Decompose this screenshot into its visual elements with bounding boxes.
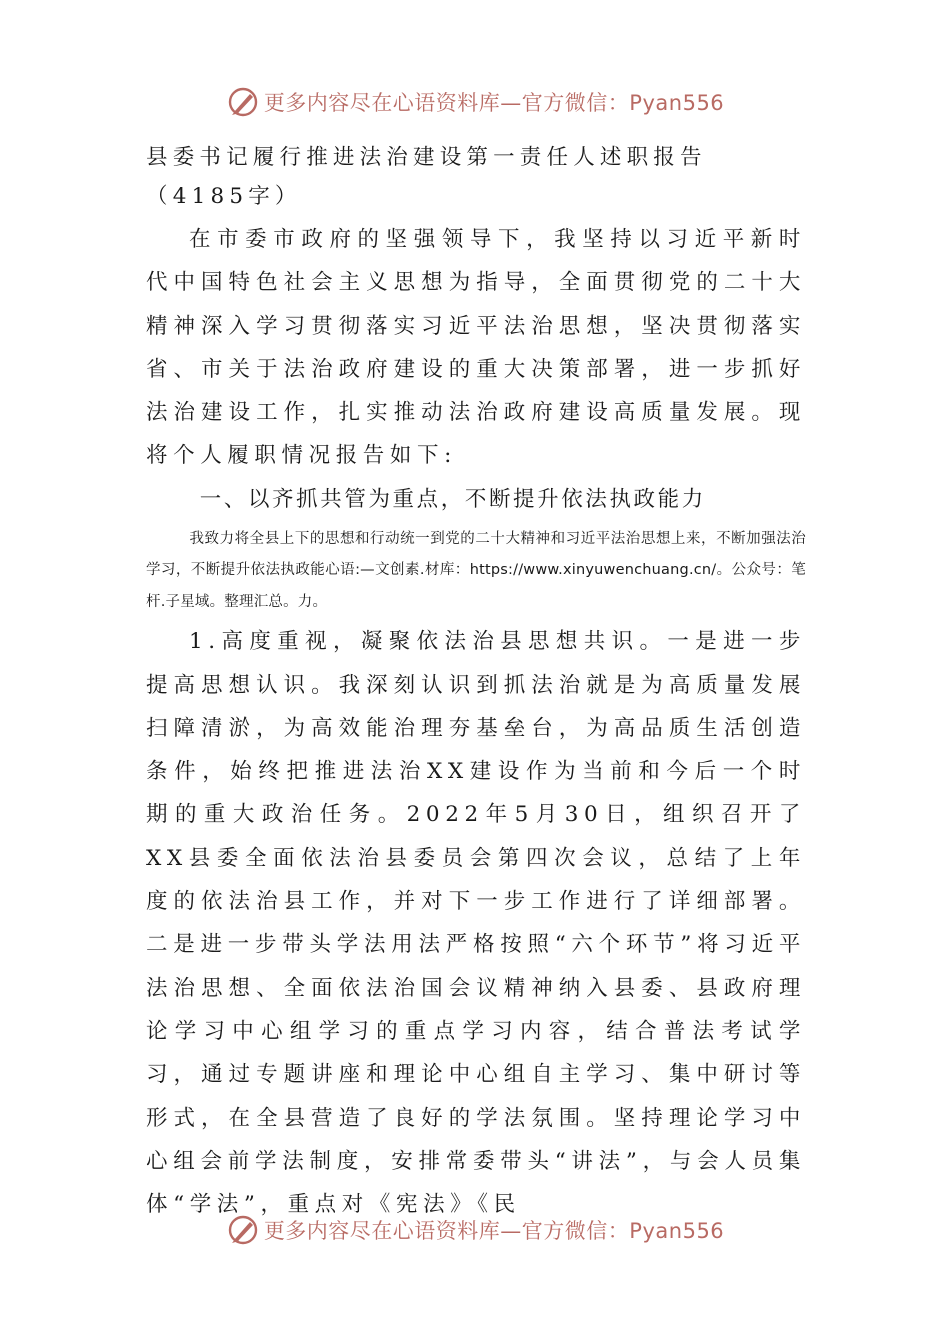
document-body [146,138,806,1226]
header-watermark-banner [0,82,950,122]
intro-paragraph: 在市委市政府的坚强领导下，我坚持以习近平新时代中国特色社会主义思想为指导，全面贯彻党的二十大精神深入学习贯彻落实习近平法治思想，坚决贯彻落实省、市关于法治政府建设的重大决策部署，进一步抓好法治建设工作，扎实推动法治政府建设高质量发展。现将个人履职情况报告如下: [146,227,806,469]
watermark-source-paragraph: 我致力将全县上下的思想和行动统一到党的二十大精神和习近平法治思想上来，不断加强法治学习，不断提升依法执政能心语:—文创素.材库：https://www.xinyuwenchuang.cn/。公众号：笔杆.子星域。整理汇总。力。 [146,530,806,610]
watermark-text: 更多内容尽在心语资料库—官方微信：Pyan556 [263,1219,725,1243]
pen-circle-logo-icon [226,85,260,119]
footer-watermark-banner [0,1210,950,1250]
body-paragraph-1: 1.高度重视，凝聚依法治县思想共识。一是进一步提高思想认识。我深刻认识到抓法治就是为高质量发展扫障清淤，为高效能治理夯基垒台，为高品质生活创造条件，始终把推进法治XX建设作为当前和今后一个时期的重大政治任务。2022年5月30日，组织召开了XX县委全面依法治县委员会第四次会议，总结了上年度的依法治县工作，并对下一步工作进行了详细部署。二是进一步带头学法用法严格按照“六个环节”将习近平法治思想、全面依法治国会议精神纳入县委、县政府理论学习中心组学习的重点学习内容，结合普法考试学习，通过专题讲座和理论中心组自主学习、集中研讨等形式，在全县营造了良好的学法氛围。坚持理论学习中心组会前学法制度，安排常委带头“讲法”，与会人员集体“学法”，重点对《宪法》《民 [146,629,806,1218]
watermark-text: 更多内容尽在心语资料库—官方微信：Pyan556 [263,91,725,115]
pen-circle-logo-icon [226,1213,260,1247]
document-title: 县委书记履行推进法治建设第一责任人述职报告（4185字） [146,145,707,209]
section-heading-1: 一、以齐抓共管为重点，不断提升依法执政能力 [199,486,706,512]
